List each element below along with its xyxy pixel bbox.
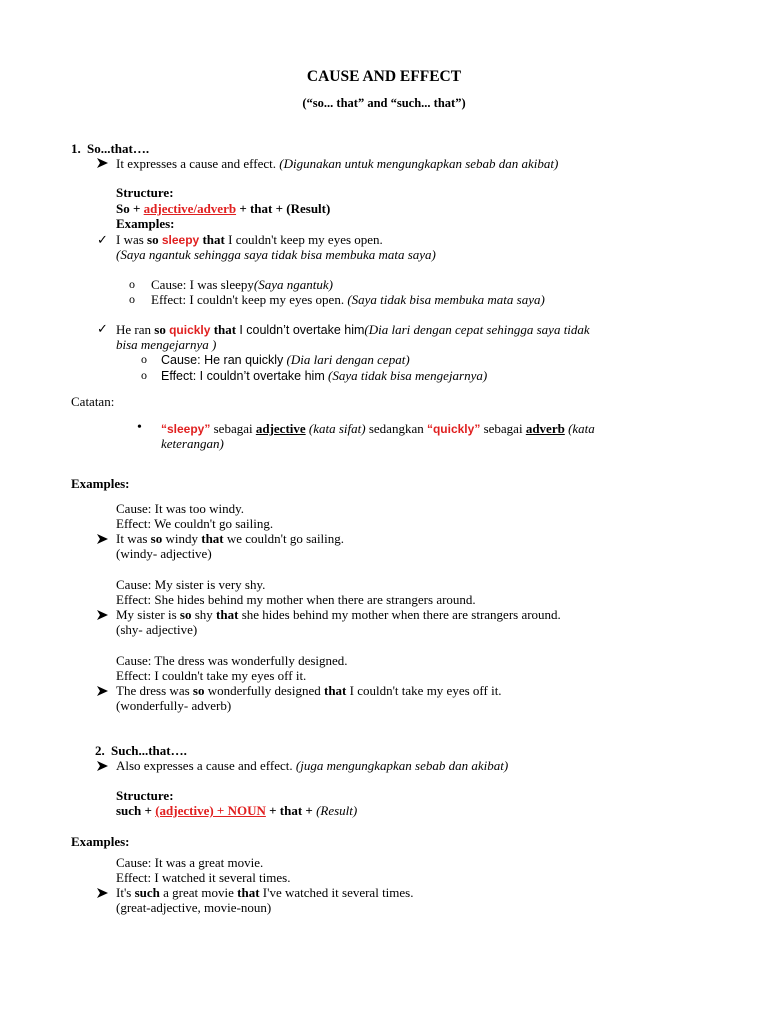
intro-text: It expresses a cause and effect.	[116, 156, 277, 171]
cause-translation: (Saya ngantuk)	[253, 277, 333, 292]
examples-heading: Examples:	[71, 834, 130, 849]
note-label: Catatan:	[71, 394, 115, 409]
shy-effect: Effect: She hides behind my mother when there are strangers around.	[116, 592, 476, 607]
text: I couldn't keep my eyes open.	[228, 232, 383, 247]
keyword-that: that	[213, 322, 237, 337]
circle-bullet-icon: o	[141, 368, 147, 382]
note-line-1	[161, 421, 595, 437]
adverb-translation-1: (kata	[568, 421, 595, 436]
section-title: Such...that….	[111, 743, 187, 758]
section-number: 1.	[71, 141, 81, 156]
examples-label: Examples:	[116, 216, 175, 231]
text: wonderfully designed	[207, 683, 321, 698]
formula-result: (Result)	[316, 803, 358, 818]
shy-sentence	[116, 607, 561, 622]
example-1-sentence	[116, 232, 383, 248]
page-title: CAUSE AND EFFECT	[306, 68, 462, 85]
cause-text: Cause: He ran quickly	[161, 353, 284, 367]
page-subtitle: (“so... that” and “such... that”)	[302, 96, 466, 110]
keyword-sleepy: “sleepy”	[161, 422, 211, 436]
windy-sentence	[116, 531, 344, 546]
keyword-that: that	[216, 607, 239, 622]
text: It was	[116, 531, 148, 546]
arrowhead-bullet-icon	[97, 888, 108, 898]
section-number: 2.	[95, 743, 105, 758]
text: we couldn't go sailing.	[226, 531, 345, 546]
movie-cause: Cause: It was a great movie.	[116, 855, 264, 870]
example-2-translation-2: bisa mengejarnya )	[116, 337, 217, 352]
movie-sentence	[116, 885, 413, 900]
examples-heading: Examples:	[71, 476, 130, 491]
text: sebagai	[483, 421, 523, 436]
movie-effect: Effect: I watched it several times.	[116, 870, 291, 885]
keyword-so: so	[154, 322, 166, 337]
section-1-intro	[116, 156, 558, 171]
keyword-that: that	[202, 232, 225, 247]
formula-such: such +	[116, 803, 152, 818]
effect-translation: (Saya tidak bisa membuka mata saya)	[347, 292, 545, 307]
arrowhead-bullet-icon	[97, 686, 108, 696]
intro-text: Also expresses a cause and effect.	[116, 758, 293, 773]
example-2-cause	[161, 352, 410, 368]
shy-cause: Cause: My sister is very shy.	[116, 577, 266, 592]
example-2-effect	[161, 368, 487, 384]
cause-text: Cause: I was sleepy	[151, 277, 254, 292]
structure-formula	[116, 803, 357, 818]
formula-rest: + that + (Result)	[239, 201, 331, 216]
keyword-so: so	[179, 607, 192, 622]
intro-translation: (juga mengungkapkan sebab dan akibat)	[295, 758, 509, 773]
keyword-quickly: “quickly”	[426, 422, 481, 436]
keyword-that: that	[237, 885, 260, 900]
note-line-2: keterangan)	[161, 436, 224, 451]
checkmark-icon: ✓	[97, 232, 108, 247]
example-1-translation: (Saya ngantuk sehingga saya tidak bisa membuka mata saya)	[116, 247, 436, 262]
text: I've watched it several times.	[262, 885, 414, 900]
circle-bullet-icon: o	[129, 277, 135, 291]
effect-text: Effect: I couldn’t overtake him	[161, 369, 325, 383]
effect-translation: (Saya tidak bisa mengejarnya)	[328, 368, 488, 383]
circle-bullet-icon: o	[129, 292, 135, 306]
keyword-so: so	[150, 531, 163, 546]
text: I couldn’t overtake him	[239, 323, 365, 337]
adjective-translation: (kata sifat)	[308, 421, 366, 436]
text: shy	[194, 607, 213, 622]
formula-so: So +	[116, 201, 141, 216]
keyword-that: that	[323, 683, 347, 698]
keyword-quickly: quickly	[169, 323, 211, 337]
section-2-heading	[95, 743, 187, 758]
text: He ran	[116, 322, 152, 337]
example-2-translation-1: (Dia lari dengan cepat sehingga saya tidak	[364, 322, 590, 337]
checkmark-icon: ✓	[97, 321, 108, 336]
arrowhead-bullet-icon	[97, 610, 108, 620]
dress-effect: Effect: I couldn't take my eyes off it.	[116, 668, 307, 683]
example-1-effect	[151, 292, 545, 307]
keyword-such: such	[134, 885, 160, 900]
dress-note: (wonderfully- adverb)	[116, 698, 232, 713]
keyword-so: so	[192, 683, 205, 698]
dot-bullet-icon: •	[137, 420, 142, 435]
arrowhead-bullet-icon	[97, 158, 108, 168]
text: My sister is	[116, 607, 177, 622]
text: windy	[165, 531, 198, 546]
text: I was	[116, 232, 144, 247]
structure-label: Structure:	[116, 185, 174, 200]
section-2-intro	[116, 758, 508, 773]
formula-that: + that +	[269, 803, 313, 818]
arrowhead-bullet-icon	[97, 761, 108, 771]
example-2-sentence	[116, 322, 590, 338]
text: I couldn't take my eyes off it.	[349, 683, 502, 698]
intro-translation: (Digunakan untuk mengungkapkan sebab dan akibat)	[279, 156, 559, 171]
text: a great movie	[163, 885, 234, 900]
circle-bullet-icon: o	[141, 352, 147, 366]
text: sebagai	[213, 421, 253, 436]
keyword-adjective: adjective	[255, 421, 306, 436]
keyword-adverb: adverb	[525, 421, 565, 436]
dress-sentence	[116, 683, 502, 698]
keyword-sleepy: sleepy	[161, 233, 200, 247]
structure-label: Structure:	[116, 788, 174, 803]
section-title: So...that….	[87, 141, 150, 156]
windy-note: (windy- adjective)	[116, 546, 212, 561]
formula-adjective-noun: (adjective) + NOUN	[155, 803, 266, 818]
arrowhead-bullet-icon	[97, 534, 108, 544]
text: she hides behind my mother when there are strangers around.	[241, 607, 561, 622]
windy-effect: Effect: We couldn't go sailing.	[116, 516, 274, 531]
example-1-cause	[151, 277, 333, 292]
structure-formula	[116, 201, 330, 216]
shy-note: (shy- adjective)	[116, 622, 198, 637]
text: It's	[116, 885, 132, 900]
text: The dress was	[116, 683, 190, 698]
section-1-heading	[71, 141, 149, 156]
dress-cause: Cause: The dress was wonderfully designed.	[116, 653, 348, 668]
text: sedangkan	[368, 421, 424, 436]
movie-note: (great-adjective, movie-noun)	[116, 900, 272, 915]
windy-cause: Cause: It was too windy.	[116, 501, 245, 516]
keyword-so: so	[147, 232, 159, 247]
keyword-that: that	[201, 531, 224, 546]
cause-translation: (Dia lari dengan cepat)	[286, 352, 410, 367]
effect-text: Effect: I couldn't keep my eyes open.	[151, 292, 345, 307]
formula-adjective-adverb: adjective/adverb	[143, 201, 237, 216]
